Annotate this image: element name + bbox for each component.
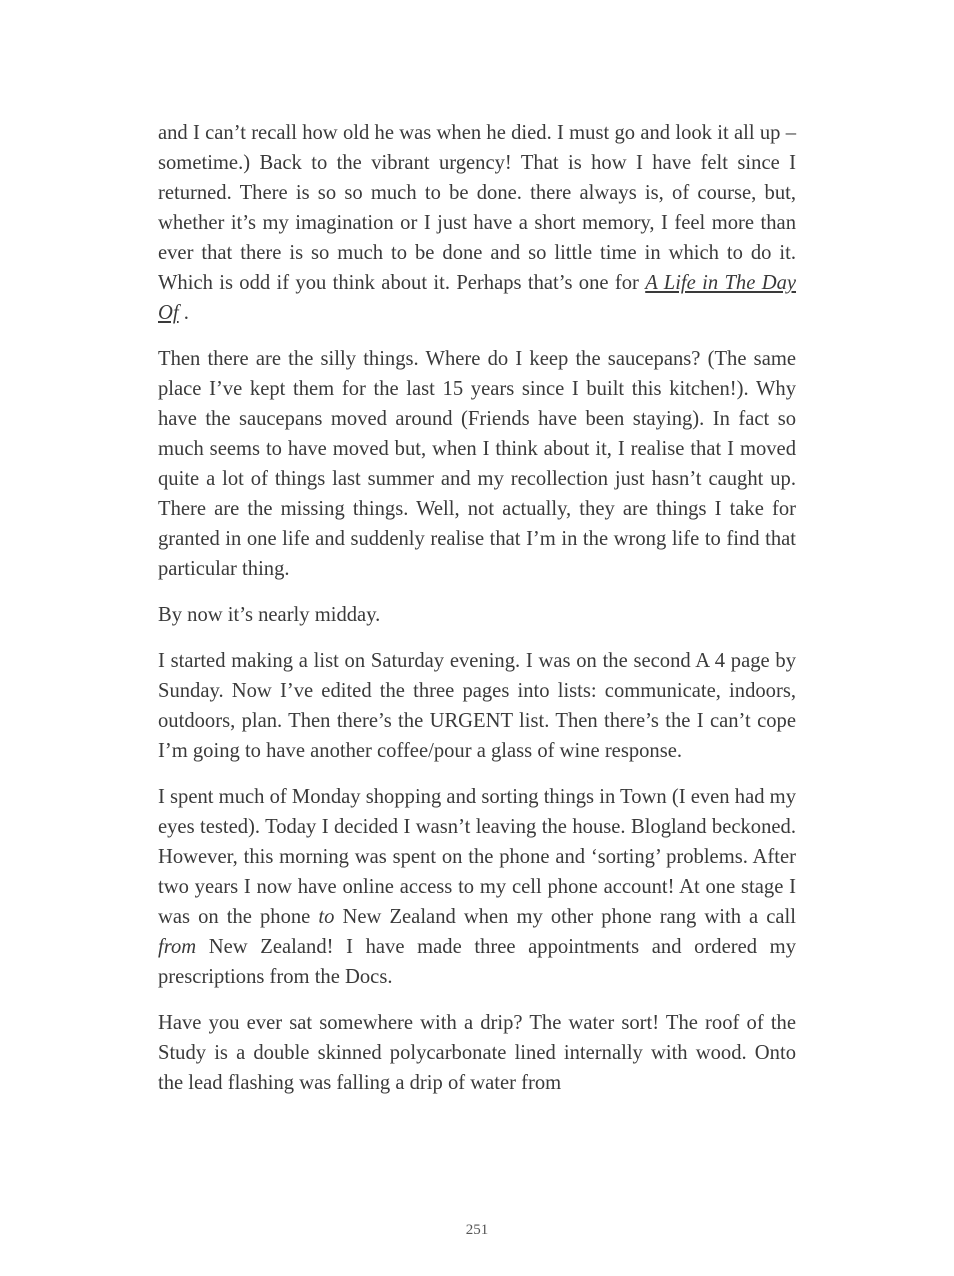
paragraph-3: By now it’s nearly midday. <box>158 604 381 626</box>
emphasis-to: to <box>318 906 335 928</box>
paragraph-4: I started making a list on Saturday evening. I was on the second A 4 page by Sunday. Now I’ve edited the three pages into lists: communicate, indoors, outdoors, plan. Then there’s the URGENT list. Then there’s the I can’t cope I’m going to have another coffee/pour a glass of wine response. <box>158 650 796 762</box>
paragraph-5 <box>158 782 796 992</box>
paragraph-1-text: and I can’t recall how old he was when he died. I must go and look it all up – sometime.) Back to the vibrant urgency! That is how I have felt since I returned. There is so so much to be done. there always is, of course, but, whether it’s my imagination or I just have a short memory, I feel more than ever that there is so much to be done and so little time in which to do it. Which is odd if you think about it. Perhaps that’s one for <box>158 122 796 294</box>
paragraph-5-part-3: New Zealand! I have made three appointments and ordered my prescriptions from the Docs. <box>158 936 796 988</box>
paragraph-5-part-2: New Zealand when my other phone rang with a call <box>334 906 796 928</box>
paragraph-5-part-1: I spent much of Monday shopping and sorting things in Town (I even had my eyes tested). Today I decided I wasn’t leaving the house. Blogland beckoned. However, this morning was spent on the phone and ‘sorting’ problems. After two years I now have online access to my cell phone account! At one stage I was on the phone <box>158 786 796 928</box>
paragraph-1-end: . <box>178 302 189 324</box>
book-title-reference: A Life in The Day Of <box>158 272 797 324</box>
paragraph-2: Then there are the silly things. Where do I keep the saucepans? (The same place I’ve kept them for the last 15 years since I built this kitchen!). Why have the saucepans moved around (Friends have been staying). In fact so much seems to have moved but, when I think about it, I realise that I moved quite a lot of things last summer and my recollection just hasn’t caught up. There are the missing things. Well, not actually, they are things I take for granted in one life and suddenly realise that I’m in the wrong life to find that particular thing. <box>158 348 796 580</box>
paragraph-6: Have you ever sat somewhere with a drip? The water sort! The roof of the Study is a double skinned polycarbonate lined internally with wood. Onto the lead flashing was falling a drip of water from <box>158 1012 796 1094</box>
paragraph-1 <box>158 118 796 328</box>
body-text <box>158 118 796 1114</box>
page-number: 251 <box>465 1222 489 1238</box>
emphasis-from: from <box>158 936 197 958</box>
